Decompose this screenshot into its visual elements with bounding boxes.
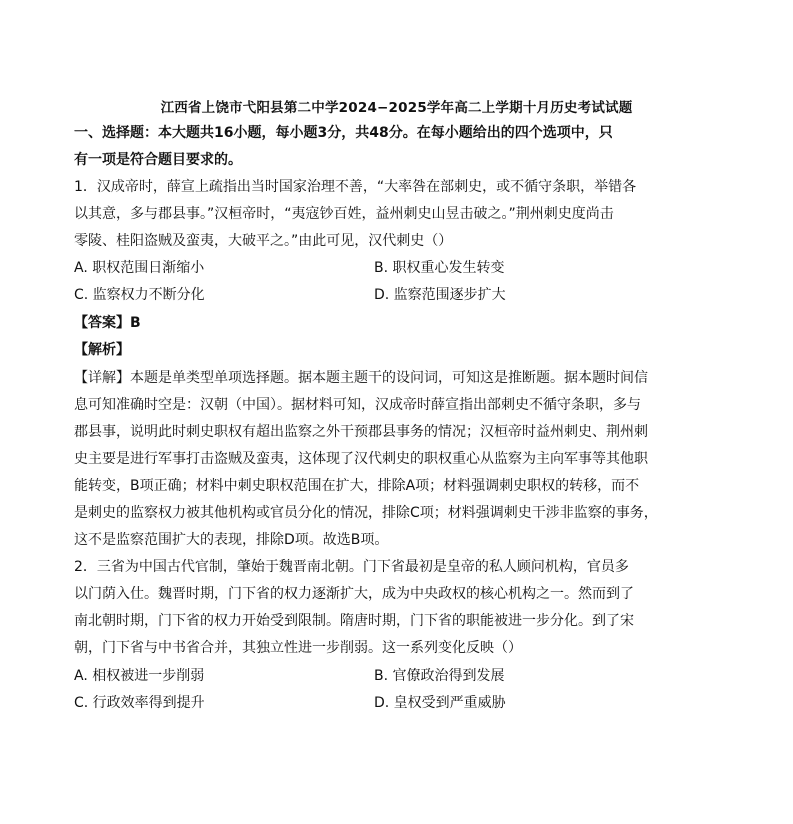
- q1-detail-line-7: 这不是监察范围扩大的表现，排除D项。故选B项。: [74, 532, 389, 548]
- q2-option-b: B. 官僚政治得到发展: [374, 668, 505, 684]
- section-heading-line-2: 有一项是符合题目要求的。: [74, 152, 242, 168]
- q2-stem-line-1: 2．三省为中国古代官制，肇始于魏晋南北朝。门下省最初是皇帝的私人顾问机构，官员多: [74, 559, 629, 575]
- q2-stem-line-4: 朝，门下省与中书省合并，其独立性进一步削弱。这一系列变化反映（）: [74, 640, 522, 656]
- q1-detail-line-6: 是刺史的监察权力被其他机构或官员分化的情况，排除C项；材料强调刺史干涉非监察的事务，: [74, 505, 658, 521]
- q2-option-c: C. 行政效率得到提升: [74, 695, 205, 711]
- q1-option-c: C. 监察权力不断分化: [74, 287, 205, 303]
- q1-stem-line-2: 以其意，多与郡县事。”汉桓帝时，“夷寇钞百姓，益州刺史山昱击破之。”荆州刺史度尚击: [74, 206, 614, 222]
- q1-analysis-label: 【解析】: [74, 342, 130, 358]
- q1-option-b: B. 职权重心发生转变: [374, 260, 505, 276]
- q2-option-d: D. 皇权受到严重威胁: [374, 695, 506, 711]
- q2-option-a: A. 相权被进一步削弱: [74, 668, 205, 684]
- q1-detail-line-5: 能转变，B项正确；材料中刺史职权范围在扩大，排除A项；材料强调刺史职权的转移，而不: [74, 478, 640, 494]
- q1-stem-line-3: 零陵、桂阳盗贼及蛮夷，大破平之。”由此可见，汉代刺史（）: [74, 233, 453, 249]
- q1-stem-line-1: 1．汉成帝时，薛宣上疏指出当时国家治理不善，“大率咎在部刺史，或不循守条职，举错各: [74, 179, 637, 195]
- q1-option-a: A. 职权范围日渐缩小: [74, 260, 205, 276]
- q1-detail-line-2: 息可知准确时空是：汉朝（中国）。据材料可知，汉成帝时薛宣指出部刺史不循守条职，多与: [74, 397, 641, 413]
- q2-stem-line-3: 南北朝时期，门下省的权力开始受到限制。隋唐时期，门下省的职能被进一步分化。到了宋: [74, 613, 634, 629]
- q2-stem-line-2: 以门荫入仕。魏晋时期，门下省的权力逐渐扩大，成为中央政权的核心机构之一。然而到了: [74, 586, 634, 602]
- section-heading-line-1: 一、选择题：本大题共16小题，每小题3分，共48分。在每小题给出的四个选项中，只: [74, 125, 613, 141]
- q1-answer: 【答案】B: [74, 315, 141, 331]
- q1-detail-line-3: 郡县事，说明此时刺史职权有超出监察之外干预郡县事务的情况；汉桓帝时益州刺史、荆州刺: [74, 424, 648, 440]
- q1-detail-line-1: 【详解】本题是单类型单项选择题。据本题主题干的设问词，可知这是推断题。据本题时间信: [74, 370, 648, 386]
- q1-option-d: D. 监察范围逐步扩大: [374, 287, 506, 303]
- exam-title: 江西省上饶市弋阳县第二中学2024−2025学年高二上学期十月历史考试试题: [160, 100, 633, 116]
- q1-detail-line-4: 史主要是进行军事打击盗贼及蛮夷，这体现了汉代刺史的职权重心从监察为主向军事等其他职: [74, 451, 648, 467]
